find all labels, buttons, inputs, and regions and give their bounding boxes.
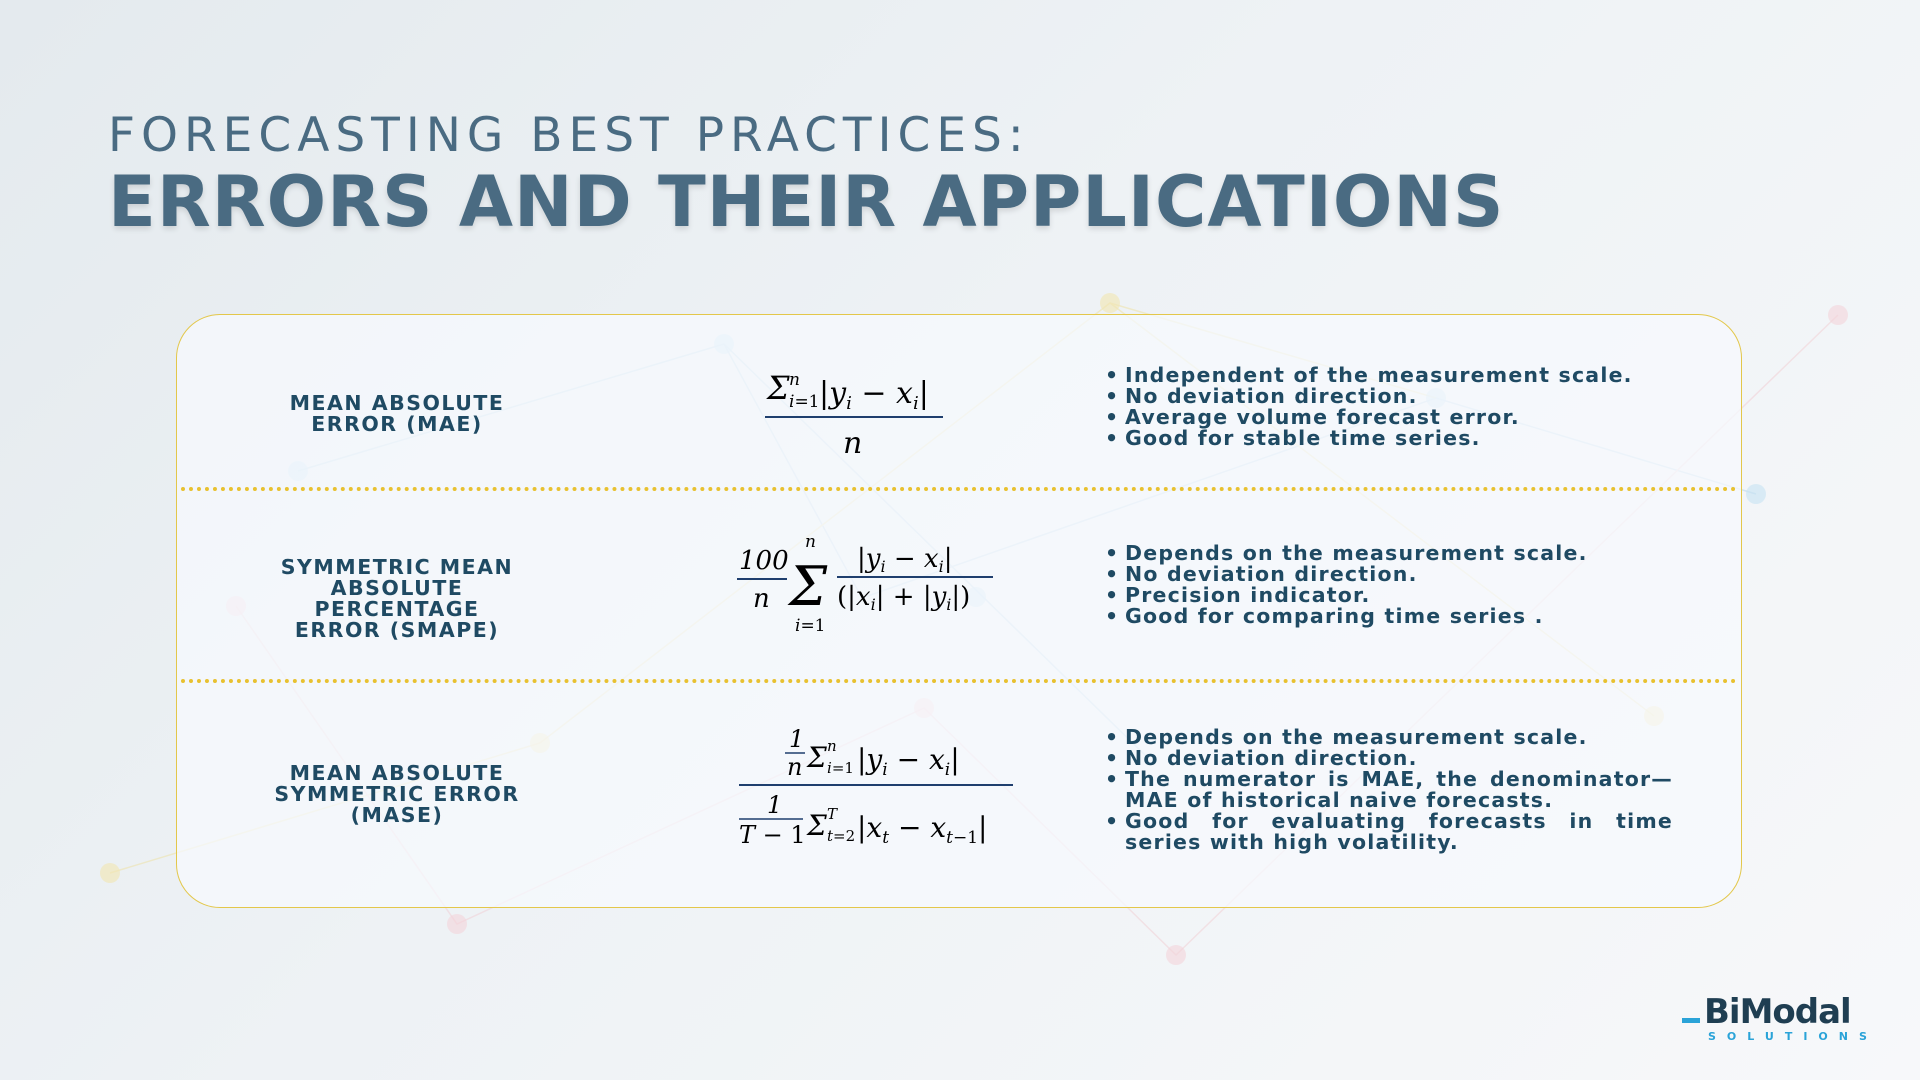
svg-text:n: n bbox=[789, 370, 800, 390]
errors-table-card bbox=[176, 314, 1742, 908]
svg-text:n: n bbox=[827, 737, 837, 755]
bullet-item: • Precision indicator. bbox=[1103, 585, 1673, 606]
title-line-2: ERRORS AND THEIR APPLICATIONS bbox=[108, 161, 1505, 243]
formula-mae bbox=[747, 365, 947, 465]
svg-text:Σ: Σ bbox=[807, 809, 827, 842]
logo-accent-dash bbox=[1682, 1018, 1700, 1023]
svg-text:|yi − xi|: $|y_i - x_i|$ bbox=[819, 376, 929, 414]
label-line: MEAN ABSOLUTE bbox=[289, 391, 505, 415]
bimodal-logo bbox=[1680, 992, 1878, 1043]
bullet-item: • Good for stable time series. bbox=[1103, 428, 1673, 449]
bullet-item: • No deviation direction. bbox=[1103, 386, 1673, 407]
row-mae bbox=[177, 315, 1741, 491]
svg-text:i=1: i=1 bbox=[795, 616, 826, 636]
svg-text:n: n bbox=[805, 532, 816, 552]
svg-text:(|xi| + |yi|): (|xi| + |yi|) bbox=[837, 582, 971, 614]
row-label-mase bbox=[247, 763, 547, 826]
svg-text:t=2: t=2 bbox=[827, 827, 856, 845]
label-line: SYMMETRIC ERROR bbox=[274, 782, 520, 806]
svg-text:Σ: Σ bbox=[767, 369, 790, 407]
svg-text:T: T bbox=[827, 805, 838, 823]
label-line: MEAN ABSOLUTE bbox=[289, 761, 505, 785]
bullet-item: • Independent of the measurement scale. bbox=[1103, 365, 1673, 386]
label-line: SYMMETRIC MEAN bbox=[280, 555, 514, 579]
bullet-item: • Depends on the measurement scale. bbox=[1103, 727, 1673, 748]
label-line: ERROR (SMAPE) bbox=[294, 618, 500, 642]
svg-text:n: n bbox=[753, 584, 770, 614]
bullet-list-smape bbox=[1103, 543, 1673, 627]
label-line: ERROR (MAE) bbox=[311, 412, 483, 436]
svg-text:|xt − xt−1|: $|x_t - x_{t-1}|$ bbox=[857, 811, 988, 848]
bullet-list-mase bbox=[1103, 727, 1673, 853]
bullet-item: • Good for evaluating forecasts in time series with high volatility. bbox=[1103, 811, 1673, 853]
page-title bbox=[108, 108, 1504, 242]
formula-mase bbox=[729, 723, 1019, 853]
row-label-smape bbox=[247, 557, 547, 641]
logo-wordmark: BiModal bbox=[1704, 992, 1851, 1032]
svg-text:Σ: Σ bbox=[807, 741, 827, 774]
bullet-item: • No deviation direction. bbox=[1103, 564, 1673, 585]
svg-text:100: 100 bbox=[739, 546, 789, 576]
formula-smape bbox=[729, 531, 999, 641]
svg-text:|yi − xi|: $|y_i - x_i|$ bbox=[857, 743, 960, 780]
title-line-1: FORECASTING BEST PRACTICES: bbox=[108, 108, 1030, 163]
svg-text:1: 1 bbox=[767, 791, 783, 819]
bullet-item: • Average volume forecast error. bbox=[1103, 407, 1673, 428]
svg-text:n: n bbox=[843, 426, 863, 461]
bullet-item: • Good for comparing time series . bbox=[1103, 606, 1673, 627]
svg-text:Σ: Σ bbox=[789, 555, 828, 618]
bullet-item: • The numerator is MAE, the denominator—MAE of historical naive forecasts. bbox=[1103, 769, 1673, 811]
row-smape bbox=[177, 491, 1741, 681]
logo-subtitle: SOLUTIONS bbox=[1708, 1030, 1878, 1043]
label-line: (MASE) bbox=[350, 803, 444, 827]
bullet-list-mae bbox=[1103, 365, 1673, 449]
svg-text:T − 1: T − 1 bbox=[739, 821, 806, 849]
svg-text:|yi − xi|: |yi − xi| bbox=[857, 544, 953, 576]
bullet-item: • No deviation direction. bbox=[1103, 748, 1673, 769]
row-mase bbox=[177, 683, 1741, 909]
svg-text:i=1: i=1 bbox=[789, 392, 820, 412]
svg-text:1: 1 bbox=[789, 725, 805, 753]
row-label-mae bbox=[247, 393, 547, 435]
label-line: ABSOLUTE PERCENTAGE bbox=[314, 576, 480, 621]
bullet-item: • Depends on the measurement scale. bbox=[1103, 543, 1673, 564]
svg-text:i=1: i=1 bbox=[827, 759, 854, 777]
svg-text:n: n bbox=[787, 753, 803, 781]
